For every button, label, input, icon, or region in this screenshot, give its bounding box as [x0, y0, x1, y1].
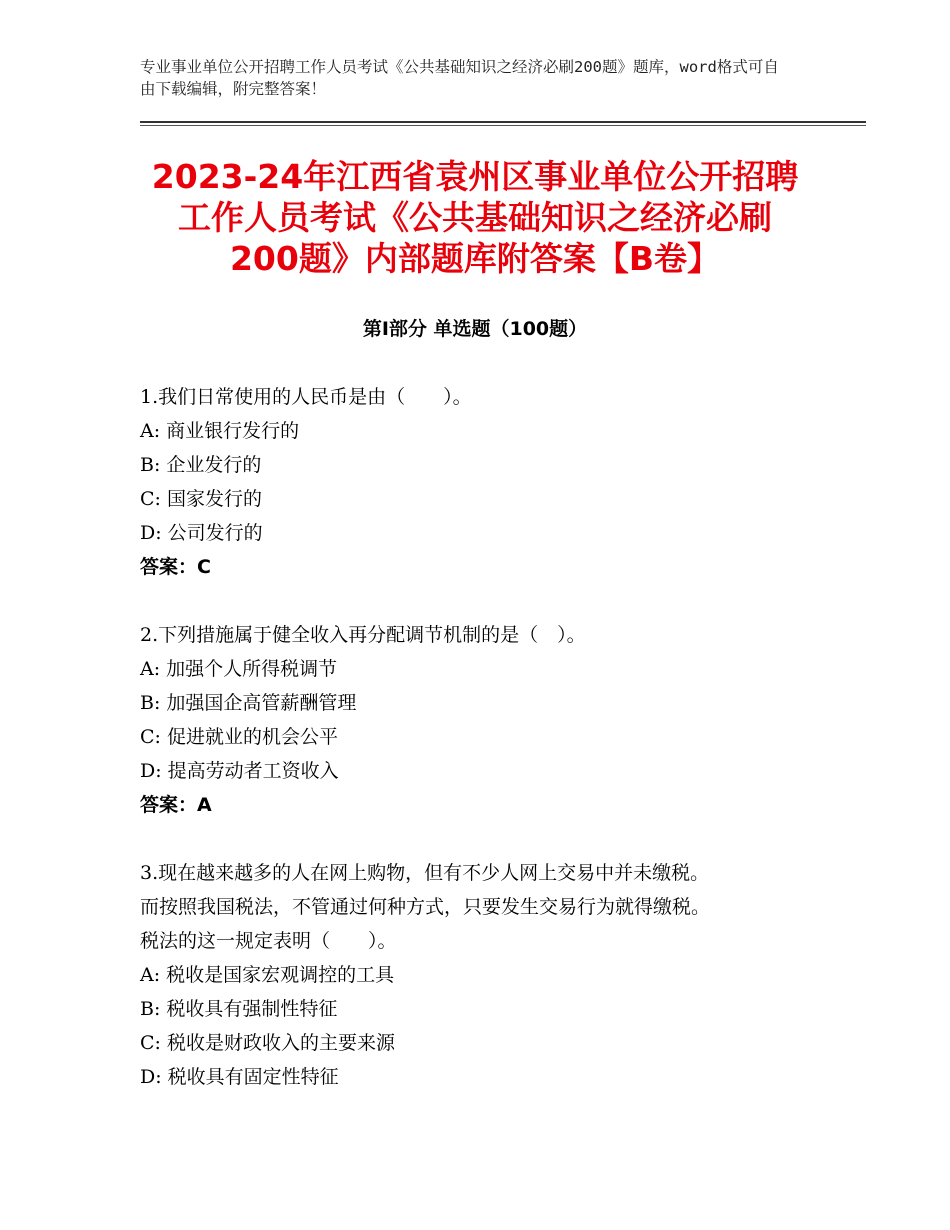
question-stem: 2.下列措施属于健全收入再分配调节机制的是（ ）。 [140, 624, 586, 646]
option-d: D: 公司发行的 [140, 522, 263, 544]
header-note: 专业事业单位公开招聘工作人员考试《公共基础知识之经济必刷200题》题库，word格式可自由下载编辑，附完整答案！ [140, 58, 779, 98]
option-b: B: 加强国企高管薪酬管理 [140, 692, 357, 714]
option-c: C: 税收是财政收入的主要来源 [140, 1032, 395, 1054]
question-2 [140, 618, 840, 822]
option-a: A: 加强个人所得税调节 [140, 658, 338, 680]
document-title [120, 156, 830, 279]
question-stem-line-2: 而按照我国税法，不管通过何种方式，只要发生交易行为就得缴税。 [140, 896, 711, 918]
answer: 答案：A [140, 794, 212, 816]
question-list [140, 380, 840, 1128]
document-title-line-3: 200题》内部题库附答案【B卷】 [229, 239, 721, 278]
option-b: B: 企业发行的 [140, 454, 262, 476]
answer: 答案：C [140, 556, 211, 578]
question-1 [140, 380, 840, 584]
section-title: 第Ⅰ部分 单选题（100题） [362, 318, 588, 340]
question-3 [140, 856, 840, 1094]
option-d: D: 税收具有固定性特征 [140, 1066, 339, 1088]
document-title-line-2: 工作人员考试《公共基础知识之经济必刷 [178, 198, 772, 237]
option-d: D: 提高劳动者工资收入 [140, 760, 339, 782]
option-b: B: 税收具有强制性特征 [140, 998, 338, 1020]
option-c: C: 促进就业的机会公平 [140, 726, 338, 748]
header-divider-thick [140, 121, 866, 123]
option-a: A: 商业银行发行的 [140, 420, 300, 442]
header-divider-thin [140, 125, 866, 126]
question-stem: 1.我们日常使用的人民币是由（ ）。 [140, 386, 472, 408]
option-c: C: 国家发行的 [140, 488, 262, 510]
option-a: A: 税收是国家宏观调控的工具 [140, 964, 395, 986]
document-title-line-1: 2023-24年江西省袁州区事业单位公开招聘 [151, 157, 799, 196]
question-stem-line-1: 3.现在越来越多的人在网上购物，但有不少人网上交易中并未缴税。 [140, 862, 710, 884]
question-stem-line-3: 税法的这一规定表明（ ）。 [140, 930, 397, 952]
